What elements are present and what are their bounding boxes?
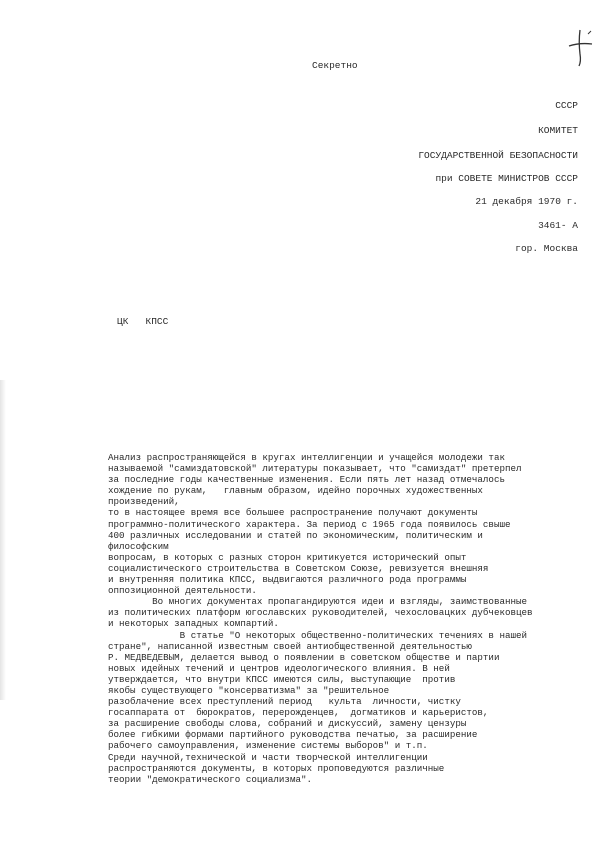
body-line: и некоторых западных компартий.: [108, 618, 279, 630]
header-date: 21 декабря 1970 г.: [475, 196, 578, 207]
body-line: 400 различных исследовании и статей по экономическим, политическим и: [108, 529, 483, 541]
header-state-security: ГОСУДАРСТВЕННОЙ БЕЗОПАСНОСТИ: [418, 150, 578, 161]
body-line: стране", написанной известным своей антиобщественной деятельностью: [108, 640, 472, 652]
body-line: из политических платформ югославских руководителей, чехословацких дубчековцев: [108, 607, 533, 619]
body-line: то в настоящее время все большее распространение получают документы: [108, 507, 478, 519]
body-line: Во многих документах пропагандируются идеи и взгляды, заимствованные: [108, 596, 528, 608]
body-line: социалистического строительства в Советском Союзе, ревизуется внешняя: [108, 562, 489, 574]
body-line: Р. МЕДВЕДЕВЫМ, делается вывод о появлении в советском обществе и партии: [108, 651, 500, 663]
scan-edge-shadow: [0, 380, 6, 700]
header-committee: КОМИТЕТ: [538, 125, 578, 136]
body-line: новых идейных течений и центров идеологического влияния. В ней: [108, 662, 450, 674]
body-line: программно-политического характера. За период с 1965 года появилось свыше: [108, 518, 511, 530]
header-city: гор. Москва: [515, 243, 578, 254]
body-line: вопросам, в которых с разных сторон критикуется исторический опыт: [108, 551, 467, 563]
handwritten-cross-mark-icon: [566, 28, 594, 68]
body-line: за расширение свободы слова, собраний и дискуссий, замену цензуры: [108, 718, 467, 730]
header-council: при СОВЕТЕ МИНИСТРОВ СССР: [435, 173, 578, 184]
body-line: философским: [108, 540, 169, 552]
body-line: оппозиционной деятельности.: [108, 585, 257, 597]
body-line: разоблачение всех преступлений период культа личности, чистку: [108, 696, 461, 708]
body-line: теории "демократического социализма".: [108, 773, 312, 785]
classification-stamp: Секретно: [312, 60, 358, 71]
body-line: В статье "О некоторых общественно-политических течениях в нашей: [108, 629, 528, 641]
body-line: называемой "самиздатовской" литературы показывает, что "самиздат" претерпел: [108, 463, 522, 475]
body-line: утверждается, что внутри КПСС имеются силы, выступающие против: [108, 673, 456, 685]
body-line: хождение по рукам, главным образом, идейно порочных художественных: [108, 485, 483, 497]
body-line: за последние годы качественные изменения. Если пять лет назад отмечалось: [108, 474, 505, 486]
body-line: более гибкими формами партийного руководства печатью, за расширение: [108, 729, 478, 741]
addressee: ЦК КПСС: [117, 316, 169, 327]
document-body: [108, 452, 578, 785]
header-country: СССР: [555, 100, 578, 111]
body-line: произведений,: [108, 496, 180, 508]
body-line: госаппарата от бюрократов, перерожденцев, догматиков и карьеристов,: [108, 707, 489, 719]
body-line: и внутренняя политика КПСС, выдвигаются различного рода программы: [108, 574, 467, 586]
body-line: якобы существующего "консерватизма" за "решительное: [108, 684, 390, 696]
body-line: Анализ распространяющейся в кругах интеллигенции и учащейся молодежи так: [108, 452, 505, 463]
body-line: рабочего самоуправления, изменение системы выборов" и т.п.: [108, 740, 428, 752]
body-line: распространяются документы, в которых проповедуются различные: [108, 762, 445, 774]
body-line: Среди научной,технической и части творческой интеллигенции: [108, 751, 428, 763]
header-doc-number: 3461- А: [538, 220, 578, 231]
